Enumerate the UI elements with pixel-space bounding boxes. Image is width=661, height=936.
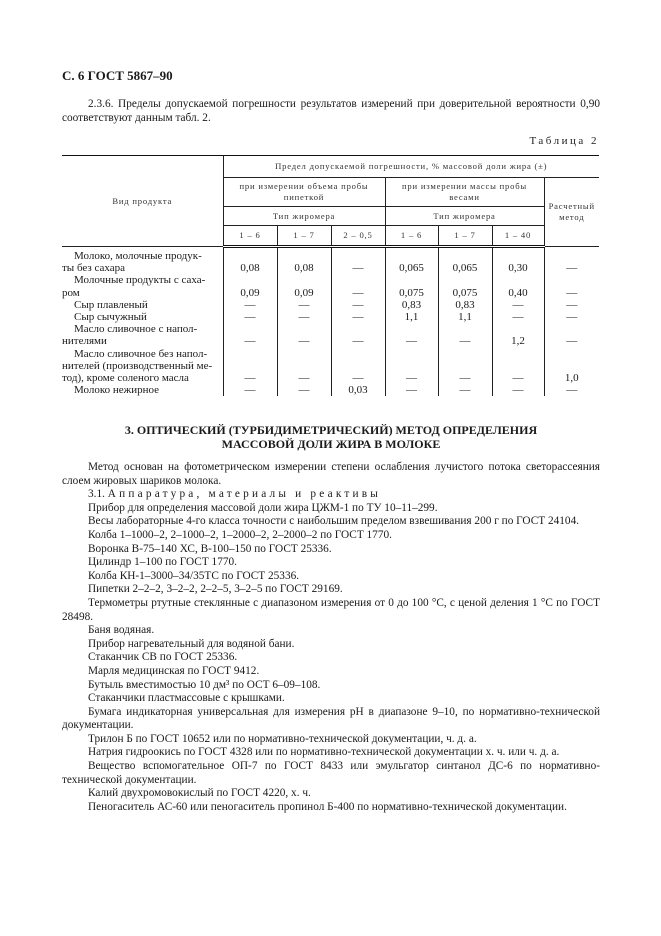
subsection-title: Аппаратура, материалы и реактивы <box>107 488 382 501</box>
value-cell: — <box>492 299 544 311</box>
value-cell: 0,40 <box>492 274 544 298</box>
product-name-cell <box>62 247 223 275</box>
subcol-header: 1 – 7 <box>438 226 492 247</box>
error-limits-table <box>62 155 599 396</box>
col-header-fat-meter-type: Тип жиромера <box>223 207 385 226</box>
product-name-line: Молочные продукты с саха- <box>74 274 206 287</box>
value-cell: — <box>331 323 385 347</box>
table-row <box>62 247 599 275</box>
product-name-line: Сыр сычужный <box>74 311 147 324</box>
equipment-item: Весы лабораторные 4-го класса точности с наибольшим пределом взвешивания 200 г по ГОСТ 24104. <box>88 515 580 528</box>
value-cell: 0,075 <box>438 274 492 298</box>
section-title <box>62 423 600 451</box>
col-header-mass-group: при измерении массы пробы весами <box>385 178 544 207</box>
equipment-item: Прибор нагревательный для водяной бани. <box>88 637 295 650</box>
value-cell: — <box>223 323 277 347</box>
value-cell: — <box>223 311 277 323</box>
value-cell: — <box>438 384 492 396</box>
equipment-item: Воронка В-75–140 ХС, В-100–150 по ГОСТ 25336. <box>88 542 332 555</box>
value-cell: — <box>331 299 385 311</box>
subsection-heading <box>62 488 600 502</box>
product-name-line: нителями <box>62 335 107 348</box>
equipment-item: Марля медицинская по ГОСТ 9412. <box>88 664 260 677</box>
value-cell: 1,0 <box>544 348 599 385</box>
value-cell: — <box>331 274 385 298</box>
subcol-header: 1 – 40 <box>492 226 544 247</box>
product-name-line: Масло сливочное без напол- <box>74 347 208 360</box>
value-cell: — <box>385 384 438 396</box>
value-cell: — <box>385 323 438 347</box>
product-name-cell <box>62 311 223 323</box>
table-caption: Таблица 2 <box>529 135 599 147</box>
value-cell: — <box>223 299 277 311</box>
table-row <box>62 384 599 396</box>
table-row <box>62 311 599 323</box>
equipment-item: Стаканчик СВ по ГОСТ 25336. <box>88 651 238 664</box>
equipment-item: Колба КН-1–3000–34/35ТС по ГОСТ 25336. <box>88 569 300 582</box>
value-cell: — <box>492 384 544 396</box>
product-name-line: Сыр плавленый <box>74 298 148 311</box>
value-cell: 0,83 <box>438 299 492 311</box>
value-cell: 0,83 <box>385 299 438 311</box>
value-cell: 1,1 <box>385 311 438 323</box>
table-row <box>62 274 599 298</box>
equipment-item: Термометры ртутные стеклянные с диапазоном измерения от 0 до 100 °С, с ценой деления 1 °С по ГОСТ 28498. <box>62 596 600 623</box>
section-3-body <box>62 461 600 814</box>
value-cell: — <box>544 323 599 347</box>
product-name-line: ром <box>62 286 80 299</box>
product-name-cell <box>62 384 223 396</box>
value-cell: — <box>331 247 385 275</box>
value-cell: 0,08 <box>223 247 277 275</box>
product-name-cell <box>62 299 223 311</box>
value-cell: — <box>438 348 492 385</box>
table-row <box>62 348 599 385</box>
method-paragraph: Метод основан на фотометрическом измерении степени ослабления лучистого потока светорассеяния слоем жировых шариков молока. <box>62 461 600 487</box>
value-cell: — <box>331 311 385 323</box>
value-cell: — <box>331 348 385 385</box>
table-row <box>62 323 599 347</box>
value-cell: — <box>544 299 599 311</box>
value-cell: — <box>277 323 331 347</box>
equipment-item: Трилон Б по ГОСТ 10652 или по нормативно-технической документации, ч. д. а. <box>88 732 477 745</box>
value-cell: — <box>277 299 331 311</box>
value-cell: 0,065 <box>438 247 492 275</box>
equipment-item: Прибор для определения массовой доли жира ЦЖМ-1 по ТУ 10–11–299. <box>88 501 438 514</box>
equipment-item: Пеногаситель АС-60 или пеногаситель пропинол Б-400 по нормативно-технической документации. <box>88 800 567 813</box>
equipment-item: Пипетки 2–2–2, 3–2–2, 2–2–5, 3–2–5 по ГОСТ 29169. <box>88 583 343 596</box>
equipment-item: Баня водяная. <box>88 624 155 637</box>
equipment-item: Вещество вспомогательное ОП-7 по ГОСТ 8433 или эмульгатор синтанол ДС-6 по нормативно-технической документации. <box>62 760 600 786</box>
value-cell: 0,03 <box>331 384 385 396</box>
product-name-line: Молоко нежирное <box>74 384 160 397</box>
subsection-number: 3.1. <box>88 488 105 501</box>
value-cell: — <box>544 274 599 298</box>
section-title-line-2: МАССОВОЙ ДОЛИ ЖИРА В МОЛОКЕ <box>221 437 441 451</box>
value-cell: — <box>277 348 331 385</box>
value-cell: — <box>544 384 599 396</box>
subcol-header: 1 – 6 <box>223 226 277 247</box>
value-cell: 1,1 <box>438 311 492 323</box>
equipment-item: Бутыль вместимостью 10 дм³ по ОСТ 6–09–108. <box>88 678 321 691</box>
intro-paragraph: 2.3.6. Пределы допускаемой погрешности результатов измерений при доверительной вероятности 0,90 соответствуют данным табл. 2. <box>62 98 600 124</box>
subcol-header: 1 – 6 <box>385 226 438 247</box>
table-row <box>62 299 599 311</box>
col-header-volume-group: при измерении объема пробы пипеткой <box>223 178 385 207</box>
col-header-fat-meter-type: Тип жиромера <box>385 207 544 226</box>
subcol-header: 1 – 7 <box>277 226 331 247</box>
value-cell: — <box>492 348 544 385</box>
value-cell: — <box>223 384 277 396</box>
product-name-line: Масло сливочное с напол- <box>74 323 198 336</box>
equipment-item: Стаканчики пластмассовые с крышками. <box>88 692 285 705</box>
value-cell: — <box>438 323 492 347</box>
product-name-line: ты без сахара <box>62 262 126 275</box>
value-cell: 0,09 <box>223 274 277 298</box>
value-cell: — <box>277 311 331 323</box>
equipment-item: Колба 1–1000–2, 2–1000–2, 1–2000–2, 2–2000–2 по ГОСТ 1770. <box>88 528 392 541</box>
value-cell: — <box>223 348 277 385</box>
product-name-cell <box>62 348 223 385</box>
equipment-item: Цилиндр 1–100 по ГОСТ 1770. <box>88 556 237 569</box>
value-cell: 1,2 <box>492 323 544 347</box>
section-title-line-1: 3. ОПТИЧЕСКИЙ (ТУРБИДИМЕТРИЧЕСКИЙ) МЕТОД ОПРЕДЕЛЕНИЯ <box>124 423 538 437</box>
product-name-cell <box>62 323 223 347</box>
value-cell: — <box>544 247 599 275</box>
value-cell: 0,08 <box>277 247 331 275</box>
value-cell: 0,30 <box>492 247 544 275</box>
value-cell: 0,09 <box>277 274 331 298</box>
value-cell: 0,075 <box>385 274 438 298</box>
value-cell: — <box>492 311 544 323</box>
subcol-header: 2 – 0,5 <box>331 226 385 247</box>
value-cell: 0,065 <box>385 247 438 275</box>
col-header-main-group: Предел допускаемой погрешности, % массовой доли жира (±) <box>223 156 599 178</box>
equipment-item: Калий двухромовокислый по ГОСТ 4220, х. ч. <box>88 787 311 800</box>
value-cell: — <box>385 348 438 385</box>
product-name-line: Молоко, молочные продук- <box>74 250 202 262</box>
col-header-product: Вид продукта <box>62 156 223 247</box>
page-header: С. 6 ГОСТ 5867–90 <box>62 68 173 83</box>
equipment-item: Бумага индикаторная универсальная для измерения pH в диапазоне 9–10, по нормативно-технической документации. <box>62 705 600 732</box>
value-cell: — <box>544 311 599 323</box>
product-name-cell <box>62 274 223 298</box>
product-name-line: тод), кроме соленого масла <box>62 372 189 385</box>
col-header-calc-method: Расчетный метод <box>544 178 599 247</box>
value-cell: — <box>277 384 331 396</box>
product-name-line: нителей (производственный ме- <box>62 359 213 372</box>
equipment-item: Натрия гидроокись по ГОСТ 4328 или по нормативно-технической документации х. ч. или ч. д. а. <box>88 746 560 759</box>
